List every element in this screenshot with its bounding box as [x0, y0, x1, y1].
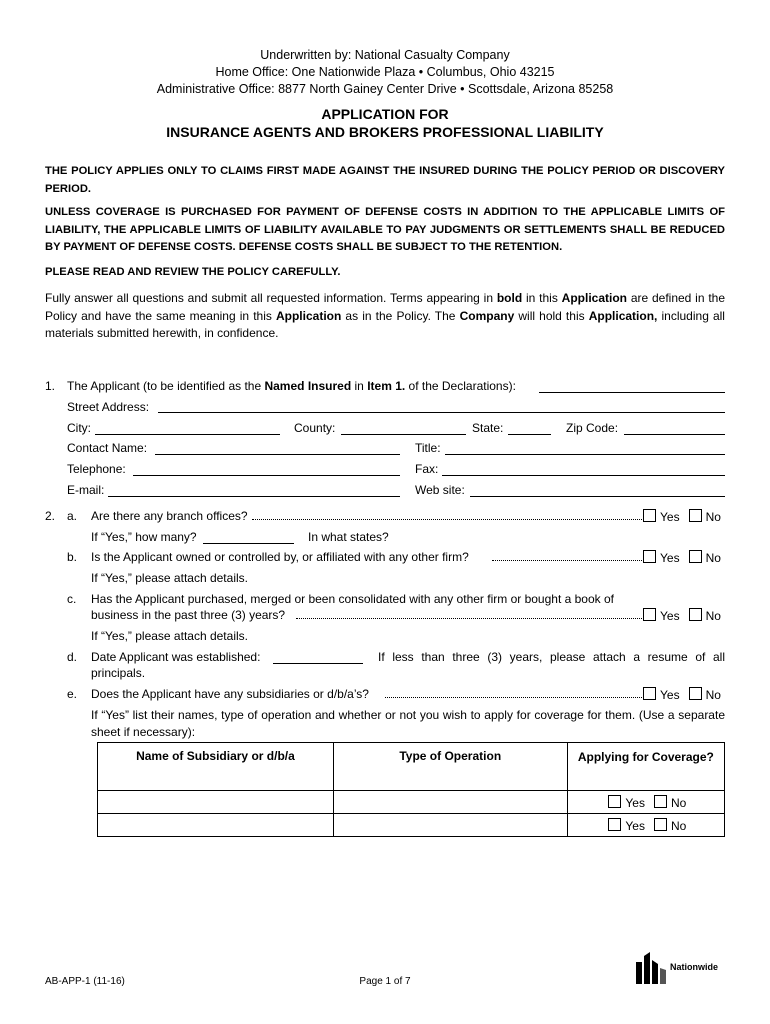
- title-field[interactable]: [445, 454, 725, 455]
- q2c-attach-note: If “Yes,” please attach details.: [91, 629, 248, 643]
- q1-text: of the Declarations):: [405, 379, 516, 393]
- q2-number: 2.: [45, 509, 56, 523]
- no-label: No: [705, 510, 721, 524]
- q2c-letter: c.: [67, 592, 77, 606]
- website-field[interactable]: [470, 496, 725, 497]
- q2e-leader-dots: [385, 697, 642, 698]
- q2b-attach-note: If “Yes,” please attach details.: [91, 571, 248, 585]
- page-number: Page 1 of 7: [359, 976, 411, 987]
- subsidiaries-table: [97, 742, 725, 837]
- state-field[interactable]: [508, 434, 551, 435]
- zip-label: Zip Code:: [566, 421, 619, 435]
- row2-no-checkbox[interactable]: [654, 818, 667, 831]
- form-title-line2: INSURANCE AGENTS AND BROKERS PROFESSIONAL LIABILITY: [166, 124, 604, 140]
- q2b-yes-checkbox[interactable]: [643, 550, 656, 563]
- row2-yes-checkbox[interactable]: [608, 818, 621, 831]
- established-date-field[interactable]: [273, 663, 363, 664]
- table-row: [98, 791, 725, 814]
- q2b-letter: b.: [67, 550, 78, 564]
- q2c-yes-no: [640, 608, 721, 623]
- eagle-icon: [634, 950, 668, 986]
- q2b-no-checkbox[interactable]: [689, 550, 702, 563]
- telephone-field[interactable]: [133, 475, 400, 476]
- county-field[interactable]: [341, 434, 466, 435]
- q2e-letter: e.: [67, 687, 78, 701]
- underwriter-line: Underwritten by: National Casualty Company: [260, 48, 510, 62]
- q2c-no-checkbox[interactable]: [689, 608, 702, 621]
- instr-text: including all materials submitted herewith, in confidence.: [45, 308, 725, 340]
- no-label: No: [705, 688, 721, 702]
- website-label: Web site:: [415, 483, 465, 497]
- q2c-question-line2: business in the past three (3) years?: [91, 608, 286, 622]
- q2a-yes-no: [640, 509, 721, 524]
- row1-no-checkbox[interactable]: [654, 795, 667, 808]
- q2e-yes-checkbox[interactable]: [643, 687, 656, 700]
- table-header-row: [98, 743, 725, 791]
- q2b-question: Is the Applicant owned or controlled by, or affiliated with any other firm?: [91, 550, 469, 564]
- city-field[interactable]: [95, 434, 280, 435]
- q1-question: [67, 379, 516, 393]
- q1-number: 1.: [45, 379, 56, 393]
- no-label: No: [705, 609, 721, 623]
- q2c-yes-checkbox[interactable]: [643, 608, 656, 621]
- instructions-paragraph: [45, 290, 725, 343]
- q1-bold: Named Insured: [264, 379, 352, 393]
- q2a-leader-dots: [252, 519, 642, 520]
- branch-count-field[interactable]: [203, 543, 294, 544]
- q2e-no-checkbox[interactable]: [689, 687, 702, 700]
- form-title-line1: APPLICATION FOR: [321, 106, 449, 122]
- q2d-question: Date Applicant was established:: [91, 650, 261, 664]
- q2a-no-checkbox[interactable]: [689, 509, 702, 522]
- telephone-label: Telephone:: [67, 462, 126, 476]
- q2b-yes-no: [640, 550, 721, 565]
- email-field[interactable]: [108, 496, 400, 497]
- q1-bold: Item 1.: [367, 379, 406, 393]
- contact-name-field[interactable]: [155, 454, 400, 455]
- fax-field[interactable]: [442, 475, 725, 476]
- q2d-resume-note: If less than three (3) years, please attach a resume of all: [378, 650, 725, 664]
- col-applying-coverage: Applying for Coverage?: [567, 743, 724, 791]
- operation-type-cell[interactable]: [333, 814, 567, 837]
- logo-text: Nationwide: [670, 962, 719, 972]
- instr-text: will hold this: [514, 308, 589, 323]
- q1-text: in: [351, 379, 368, 393]
- q2a-states-label: In what states?: [308, 530, 389, 544]
- title-label: Title:: [415, 441, 441, 455]
- zip-code-field[interactable]: [624, 434, 725, 435]
- q2e-list-instructions: If “Yes” list their names, type of operation and whether or not you wish to apply for coverage for them. (Use a separate sheet if necessary):: [91, 708, 725, 739]
- no-label: No: [670, 819, 687, 833]
- instr-text: as in the Policy. The: [341, 308, 460, 323]
- instr-bold: Application: [561, 291, 627, 305]
- home-office-line: Home Office: One Nationwide Plaza • Columbus, Ohio 43215: [215, 65, 555, 79]
- coverage-cell: [567, 791, 724, 814]
- subsidiary-name-cell[interactable]: [98, 791, 334, 814]
- contact-label: Contact Name:: [67, 441, 148, 455]
- q2a-question: Are there any branch offices?: [91, 509, 248, 523]
- q2c-leader-dots: [296, 618, 642, 619]
- city-label: City:: [67, 421, 91, 435]
- yes-label: Yes: [625, 796, 645, 810]
- q2b-leader-dots: [492, 560, 642, 561]
- applicant-name-field[interactable]: [539, 392, 725, 393]
- instr-text: in this: [522, 291, 562, 305]
- street-address-field[interactable]: [158, 412, 725, 413]
- company-header: [0, 0, 770, 98]
- q2d-letter: d.: [67, 650, 78, 664]
- read-review-notice: PLEASE READ AND REVIEW THE POLICY CAREFULLY.: [45, 265, 341, 278]
- coverage-cell: [567, 814, 724, 837]
- q2d-principals: principals.: [91, 666, 146, 680]
- subsidiary-name-cell[interactable]: [98, 814, 334, 837]
- nationwide-logo: [634, 950, 734, 986]
- yes-label: Yes: [660, 609, 680, 623]
- fax-label: Fax:: [415, 462, 439, 476]
- form-id: AB-APP-1 (11-16): [45, 976, 125, 987]
- q2a-letter: a.: [67, 509, 78, 523]
- form-title: [0, 105, 770, 141]
- q2e-question: Does the Applicant have any subsidiaries or d/b/a’s?: [91, 687, 369, 701]
- no-label: No: [670, 796, 687, 810]
- email-label: E-mail:: [67, 483, 105, 497]
- q2a-yes-checkbox[interactable]: [643, 509, 656, 522]
- instr-bold: bold: [496, 291, 523, 305]
- operation-type-cell[interactable]: [333, 791, 567, 814]
- admin-office-line: Administrative Office: 8877 North Gainey Center Drive • Scottsdale, Arizona 85258: [156, 82, 614, 96]
- col-subsidiary-name: Name of Subsidiary or d/b/a: [98, 743, 334, 791]
- instr-text: are defined in the Policy and have the same meaning in this: [45, 291, 726, 323]
- yes-label: Yes: [660, 510, 680, 524]
- q2a-howmany-label: If “Yes,” how many?: [91, 530, 197, 544]
- q1-text: The Applicant (to be identified as the: [67, 379, 265, 393]
- street-label: Street Address:: [67, 400, 150, 414]
- q2c-question-line1: Has the Applicant purchased, merged or been consolidated with any other firm or bought a book of: [91, 592, 614, 606]
- instr-bold: Application: [275, 308, 342, 323]
- yes-label: Yes: [660, 688, 680, 702]
- county-label: County:: [294, 421, 336, 435]
- row1-yes-checkbox[interactable]: [608, 795, 621, 808]
- table-row: [98, 814, 725, 837]
- col-operation-type: Type of Operation: [333, 743, 567, 791]
- defense-costs-notice: UNLESS COVERAGE IS PURCHASED FOR PAYMENT OF DEFENSE COSTS IN ADDITION TO THE APPLICABLE LIMITS OF LIABILITY, THE APPLICABLE LIMITS OF LIABILITY AVAILABLE TO PAY JUDGMENTS OR SETTLEMENTS SHALL BE REDUCED BY PAYMENT OF DEFENSE COSTS. DEFENSE COSTS SHALL BE SUBJECT TO THE RETENTION.: [45, 206, 725, 253]
- q2e-yes-no: [640, 687, 721, 702]
- claims-made-notice: THE POLICY APPLIES ONLY TO CLAIMS FIRST MADE AGAINST THE INSURED DURING THE POLICY PERIOD OR DISCOVERY PERIOD.: [45, 165, 725, 195]
- no-label: No: [705, 551, 721, 565]
- yes-label: Yes: [660, 551, 680, 565]
- yes-label: Yes: [625, 819, 645, 833]
- instr-bold: Application,: [588, 308, 658, 323]
- instr-bold: Company: [459, 308, 515, 323]
- state-label: State:: [472, 421, 504, 435]
- instr-text: Fully answer all questions and submit all requested information. Terms appearing in: [45, 291, 497, 305]
